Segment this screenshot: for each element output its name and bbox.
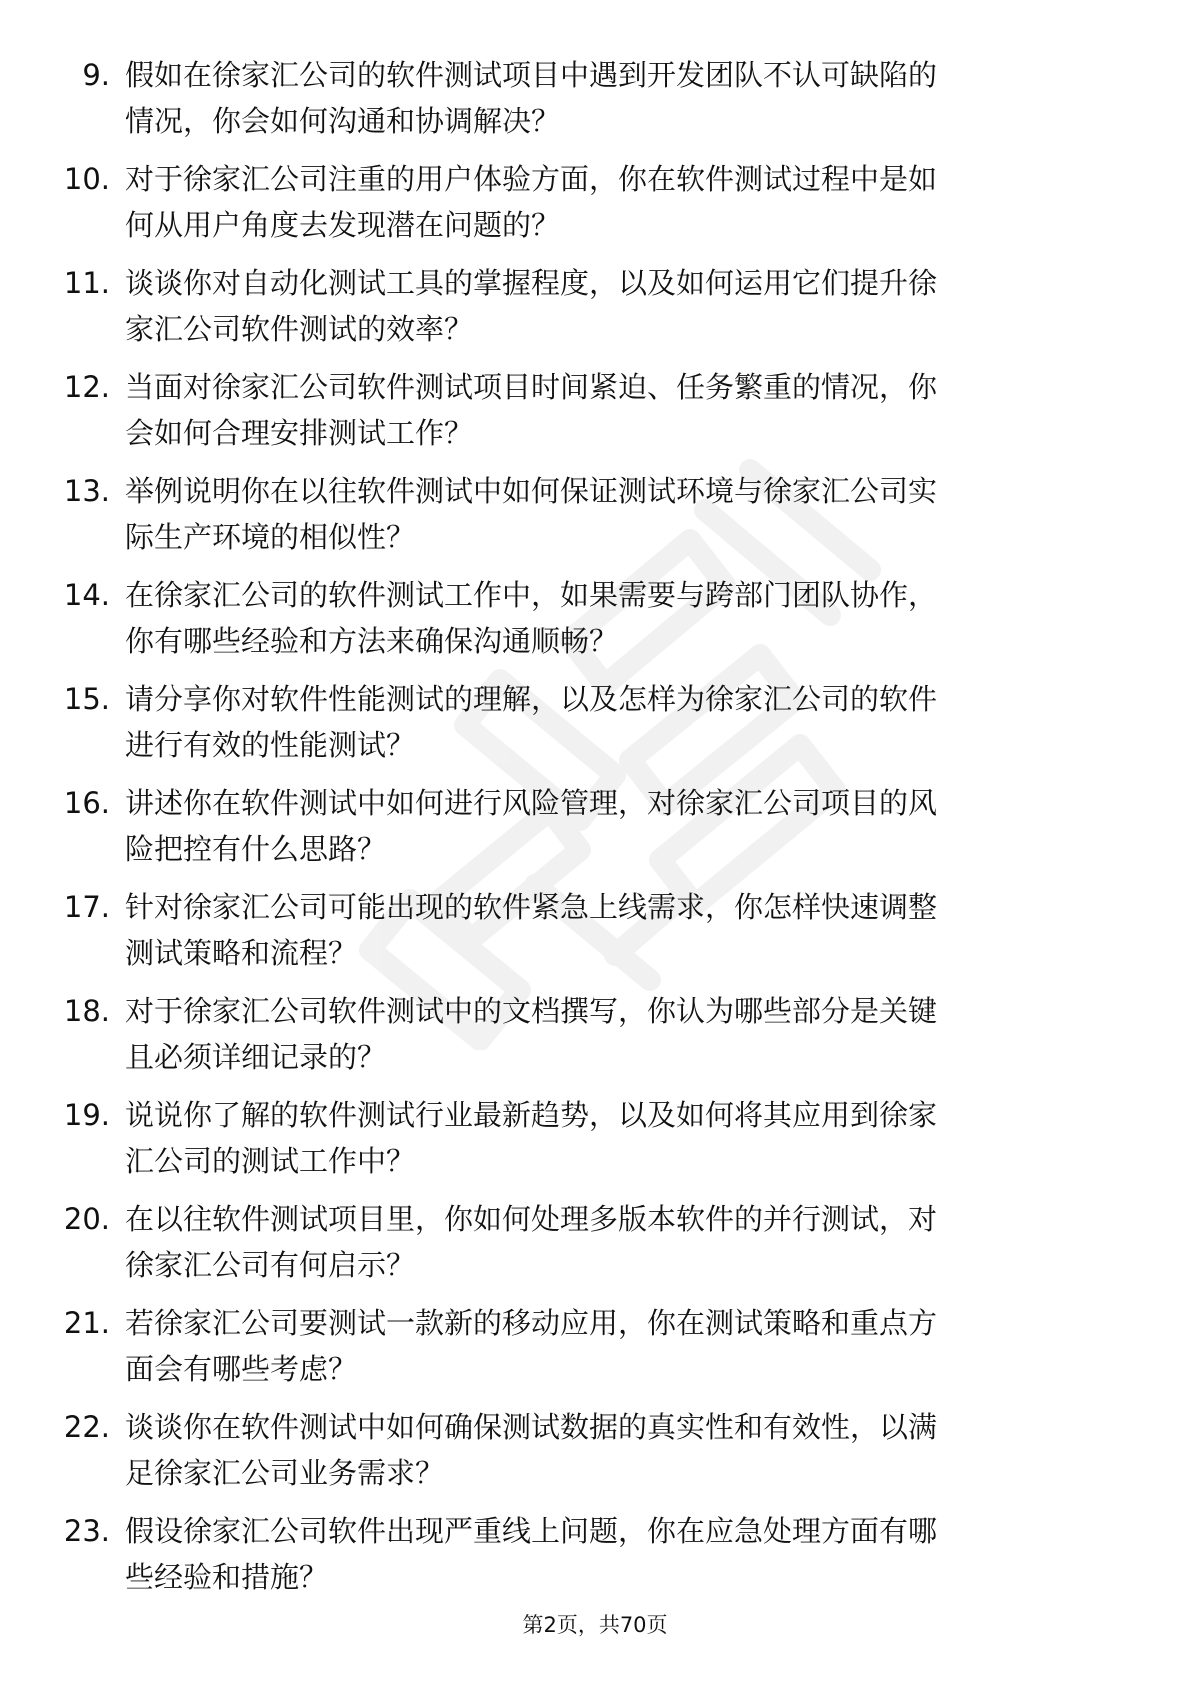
question-line: 对于徐家汇公司软件测试中的文档撰写，你认为哪些部分是关键 [125,994,938,1028]
question-line: 假如在徐家汇公司的软件测试项目中遇到开发团队不认可缺陷的 [125,58,938,92]
question-text [125,260,1105,352]
question-text [125,780,1105,872]
question-list [52,52,1112,1612]
question-item [52,52,1112,156]
question-item [52,1404,1112,1508]
question-line: 徐家汇公司有何启示？ [125,1248,416,1282]
question-item [52,676,1112,780]
question-number: 14. [63,578,110,612]
question-item [52,988,1112,1092]
question-line: 当面对徐家汇公司软件测试项目时间紧迫、任务繁重的情况，你 [125,370,938,404]
question-item [52,156,1112,260]
question-item [52,364,1112,468]
question-item [52,884,1112,988]
question-line: 情况，你会如何沟通和协调解决？ [125,104,561,138]
question-text [125,988,1105,1080]
question-line: 测试策略和流程？ [125,936,358,970]
question-number: 12. [63,370,110,404]
question-number: 17. [63,890,110,924]
question-number: 15. [63,682,110,716]
question-item [52,260,1112,364]
question-line: 些经验和措施？ [125,1560,329,1594]
question-number: 20. [63,1202,110,1236]
question-number: 21. [63,1306,110,1340]
question-line: 面会有哪些考虑？ [125,1352,358,1386]
question-line: 对于徐家汇公司注重的用户体验方面，你在软件测试过程中是如 [125,162,938,196]
question-line: 说说你了解的软件测试行业最新趋势，以及如何将其应用到徐家 [125,1098,938,1132]
question-item [52,572,1112,676]
question-line: 何从用户角度去发现潜在问题的？ [125,208,561,242]
question-text [125,156,1105,248]
question-number: 10. [63,162,110,196]
question-line: 在以往软件测试项目里，你如何处理多版本软件的并行测试，对 [125,1202,938,1236]
question-number: 16. [63,786,110,820]
question-text [125,364,1105,456]
question-text [125,52,1105,144]
question-line: 针对徐家汇公司可能出现的软件紧急上线需求，你怎样快速调整 [125,890,938,924]
question-text [125,1196,1105,1288]
question-line: 足徐家汇公司业务需求？ [125,1456,445,1490]
question-line: 请分享你对软件性能测试的理解，以及怎样为徐家汇公司的软件 [125,682,938,716]
question-line: 你有哪些经验和方法来确保沟通顺畅？ [125,624,619,658]
question-item [52,468,1112,572]
question-text [125,676,1105,768]
question-text [125,884,1105,976]
question-text [125,1404,1105,1496]
question-number: 23. [63,1514,110,1548]
question-number: 13. [63,474,110,508]
question-line: 讲述你在软件测试中如何进行风险管理，对徐家汇公司项目的风 [125,786,938,820]
question-number: 9. [82,58,110,92]
question-line: 若徐家汇公司要测试一款新的移动应用，你在测试策略和重点方 [125,1306,938,1340]
question-line: 谈谈你在软件测试中如何确保测试数据的真实性和有效性，以满 [125,1410,938,1444]
question-line: 举例说明你在以往软件测试中如何保证测试环境与徐家汇公司实 [125,474,938,508]
question-line: 进行有效的性能测试？ [125,728,416,762]
question-item [52,780,1112,884]
question-text [125,1300,1105,1392]
question-number: 19. [63,1098,110,1132]
question-item [52,1196,1112,1300]
question-line: 在徐家汇公司的软件测试工作中，如果需要与跨部门团队协作， [125,578,938,612]
question-line: 谈谈你对自动化测试工具的掌握程度，以及如何运用它们提升徐 [125,266,938,300]
question-line: 且必须详细记录的？ [125,1040,387,1074]
question-number: 18. [63,994,110,1028]
question-text [125,572,1105,664]
question-number: 11. [63,266,110,300]
question-line: 假设徐家汇公司软件出现严重线上问题，你在应急处理方面有哪 [125,1514,938,1548]
question-text [125,468,1105,560]
question-line: 险把控有什么思路？ [125,832,387,866]
question-line: 际生产环境的相似性？ [125,520,416,554]
question-number: 22. [63,1410,110,1444]
question-line: 家汇公司软件测试的效率？ [125,312,474,346]
page-footer: 第2页，共70页 [522,1613,668,1637]
question-line: 会如何合理安排测试工作？ [125,416,474,450]
question-text [125,1092,1105,1184]
question-line: 汇公司的测试工作中？ [125,1144,416,1178]
question-item [52,1508,1112,1612]
question-item [52,1092,1112,1196]
question-item [52,1300,1112,1404]
question-text [125,1508,1105,1600]
